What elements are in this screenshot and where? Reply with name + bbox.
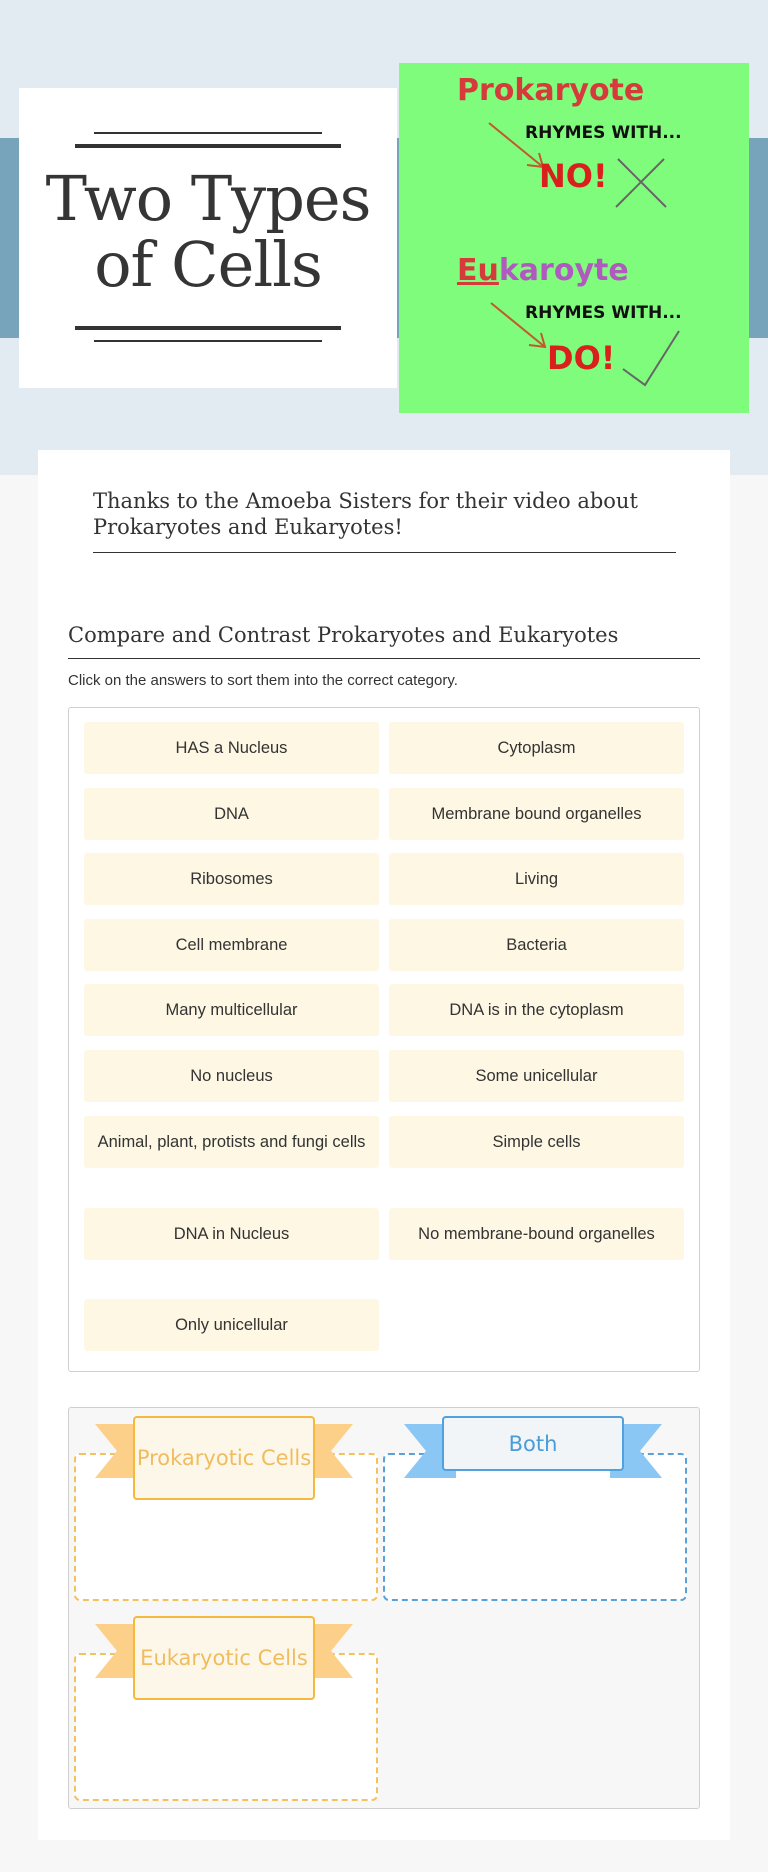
title-card: [19, 88, 397, 388]
title-rule: [75, 144, 341, 148]
answer-tile[interactable]: Animal, plant, protists and fungi cells: [84, 1116, 379, 1168]
answer-tile[interactable]: Only unicellular: [84, 1299, 379, 1351]
mnemonic-do: DO!: [547, 339, 616, 377]
main-card: [38, 450, 730, 1840]
answer-tile[interactable]: DNA in Nucleus: [84, 1208, 379, 1260]
page-title-line2: of Cells: [94, 228, 322, 301]
mnemonic-prokaryote: Prokaryote: [457, 73, 645, 108]
answer-pool: [68, 707, 700, 1372]
answer-tile[interactable]: HAS a Nucleus: [84, 722, 379, 774]
answer-tile[interactable]: Simple cells: [389, 1116, 684, 1168]
answer-tile[interactable]: Membrane bound organelles: [389, 788, 684, 840]
answer-tile[interactable]: Bacteria: [389, 919, 684, 971]
answer-tile[interactable]: DNA is in the cytoplasm: [389, 984, 684, 1036]
activity-instructions: Click on the answers to sort them into the correct category.: [68, 672, 458, 689]
mnemonic-image: [399, 63, 749, 413]
mnemonic-rhymes-1: RHYMES WITH...: [525, 123, 682, 143]
page-title-line1: Two Types: [45, 162, 371, 235]
category-label: Prokaryotic Cells: [133, 1416, 315, 1500]
answer-tile[interactable]: No nucleus: [84, 1050, 379, 1102]
title-rule: [94, 132, 322, 134]
mnemonic-no: NO!: [539, 157, 608, 195]
mnemonic-rhymes-2: RHYMES WITH...: [525, 303, 682, 323]
x-mark-icon: [614, 157, 668, 209]
answer-tile[interactable]: Many multicellular: [84, 984, 379, 1036]
check-mark-icon: [621, 329, 683, 389]
intro-text: Thanks to the Amoeba Sisters for their video about Prokaryotes and Eukaryotes!: [93, 488, 676, 553]
answer-tile[interactable]: Living: [389, 853, 684, 905]
mnemonic-eukaryote: Eukaroyte: [457, 253, 629, 288]
title-rule: [94, 340, 322, 342]
category-label: Eukaryotic Cells: [133, 1616, 315, 1700]
answer-tile[interactable]: Cytoplasm: [389, 722, 684, 774]
category-label: Both: [442, 1416, 624, 1471]
answer-tile[interactable]: Ribosomes: [84, 853, 379, 905]
answer-tile[interactable]: Some unicellular: [389, 1050, 684, 1102]
activity-title: Compare and Contrast Prokaryotes and Eukaryotes: [68, 620, 700, 659]
page-title: [19, 162, 397, 301]
answer-tile[interactable]: DNA: [84, 788, 379, 840]
sort-area: [68, 1407, 700, 1809]
answer-tile[interactable]: Cell membrane: [84, 919, 379, 971]
answer-tile[interactable]: No membrane-bound organelles: [389, 1208, 684, 1260]
title-rule: [75, 326, 341, 330]
